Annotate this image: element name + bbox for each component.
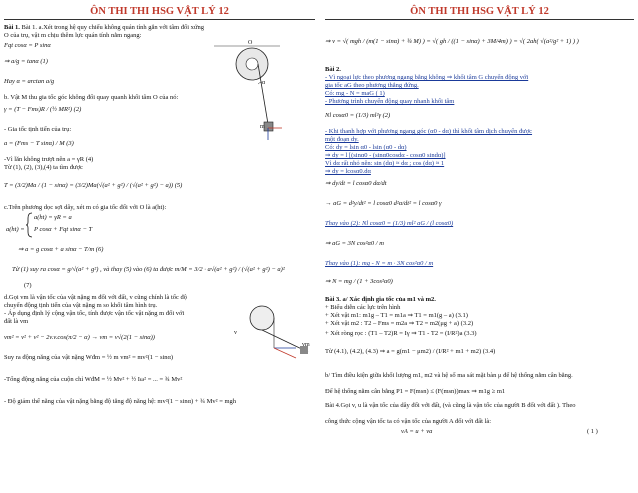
left-line-3: ⇒ a/g = tanα (1)	[4, 58, 48, 65]
right-line-27: Bài 4.Gọi v, u là vận tốc của dây đối với đất, (và cũng là vận tốc của người B đối với đất ). Theo	[325, 402, 576, 409]
right-line-29: vA = u + va	[401, 428, 433, 435]
right-line-26: Để hệ thống nằm cân bằng P1 = F(msn) ≤ (F(msn))max ⇒ m1g ≥ m1	[325, 388, 506, 395]
left-line-10: Từ (1), (2), (3),(4) ta tìm được	[4, 164, 83, 171]
fig1-label-m: m	[260, 124, 265, 130]
right-line-15: Thay vào (2): Nl cosα0 = (1/3) ml² aG / (l cosα0)	[325, 220, 454, 227]
left-line-4: Hay α = arctan a/g	[4, 78, 55, 85]
right-header: ÔN THI THI HSG VẬT LÝ 12	[410, 6, 549, 17]
right-line-8: một đoạn dy.	[325, 136, 359, 143]
right-line-23: + Xét ròng rọc : (T1 – T2)R = Iγ ⇒ T1 - T2 = (I/R²)a (3.3)	[325, 330, 477, 337]
right-line-21: + Xét vật m1: m1g – T1 = m1a ⇒ T1 = m1(g – a) (3.1)	[325, 312, 468, 319]
left-line-2: Fqt cosα = P sinα	[4, 42, 51, 49]
right-line-9: Có: dy = lsin α0 - lsin (α0 - dα)	[325, 144, 407, 151]
right-line-17: Thay vào (1): mg - N = m · 3N cos²α0 / m	[325, 260, 434, 267]
equation-system-brace	[26, 212, 34, 238]
right-line-7: - Khi thanh hợp với phương ngang góc (α0 - dα) thì khối tâm dịch chuyển được	[325, 128, 533, 135]
right-line-19: Bài 3. a/ Xác định gia tốc của m1 và m2.	[325, 296, 436, 303]
fig1-label-alpha: α	[262, 80, 266, 86]
left-line-25: -Tổng động năng của cuộn chỉ WđM = ½ Mv² + ½ Iω² = ... = ¾ Mv²	[4, 376, 183, 383]
fig1-label-o: O	[248, 40, 253, 46]
right-line-28: công thức cộng vận tốc ta có vận tốc của người A đối với đất là:	[325, 418, 492, 425]
right-line-30: ( 1 )	[587, 428, 598, 435]
left-line-24: Suy ra động năng của vật nặng Wđm = ½ m vm² = mv²(1 − sinα)	[4, 354, 174, 361]
right-line-5: - Phương trình chuyển động quay nhanh khối tâm	[325, 98, 455, 105]
left-line-26: - Độ giảm thế năng của vật nặng bằng độ tăng độ năng hệ: mv²(1 − sinα) + ¾ Mv² = mgh	[4, 398, 237, 405]
right-line-10: ⇒ dy = l [(sinα0 - (sinα0cosdα - cosα0 sindα)]	[325, 152, 446, 159]
right-line-11: Vì dα rất nhỏ nên: sin (dα) ≈ dα ; cos (dα) ≈ 1	[325, 160, 445, 167]
left-line-18: (7)	[24, 282, 32, 289]
right-line-13: ⇒ dy/dt = l cosα0 dα/dt	[325, 180, 387, 187]
left-line-8: a = (Fms − T sinα) / M (3)	[4, 140, 74, 147]
right-line-24: Từ (4.1), (4.2), (4.3) ⇒ a = g(m1 − μm2) / (I/R² + m1 + m2) (3.4)	[325, 348, 496, 355]
right-line-3: gia tốc aG theo phương thẳng đứng.	[325, 82, 419, 89]
left-line-17: Từ (1) suy ra cosα = g/√(a² + g²) , và thay (5) vào (6) ta được m/M = 3/2 · a√(a² + g²) / (√(a² + g²) − a)²	[12, 266, 285, 273]
left-line-22: đất là vm	[4, 318, 29, 325]
left-line-19: d.Gọi vm là vận tốc của vật nặng m đối với đất, v cũng chính là tốc độ	[4, 294, 188, 301]
right-column	[321, 0, 638, 493]
right-line-12: ⇒ dy = lcosα0.dα	[325, 168, 371, 175]
right-line-6: Nl cosα0 = (1/3) ml²γ (2)	[325, 112, 391, 119]
right-line-22: + Xét vật m2 : T2 – Fms = m2a ⇒ T2 = m2(μg + a) (3.2)	[325, 320, 474, 327]
right-line-1: Bài 2.	[325, 66, 341, 73]
right-line-0: ⇒ v = √( mgh / (m(1 − sinα) + ¾ M) ) = √( gh / ((1 − sinα) + 3M/4m) ) = √( 2ah( √(a²/g² + 1) ) )	[325, 38, 579, 45]
left-line-23: vm² = v² + v² − 2v.v.cos(π/2 − α) → vm = v√(2(1 − sinα))	[4, 334, 155, 341]
right-line-16: ⇒ aG = 3N cos²α0 / m	[325, 240, 384, 247]
left-line-12: c.Trên phương dọc sợi dây, xét m có gia tốc đối với O là a(ht):	[4, 204, 167, 211]
right-line-4: Có: mg - N = maG ( 1)	[325, 90, 385, 97]
left-line-13: a(ht) = γR = a	[34, 214, 72, 221]
left-line-7: - Gia tốc tịnh tiến của trụ:	[4, 126, 72, 133]
left-line-0-text: Bài 1. a.Xét trong hệ quy chiếu không quán tính gắn với tâm đối xứng	[21, 24, 204, 31]
left-line-16: ⇒ a = g cosα + a sinα − T/m (6)	[18, 246, 104, 253]
left-line-15: a(ht) =	[6, 226, 25, 233]
left-line-11: T = (3/2)Ma / (1 − sinα) = (3/2)Ma(√(a² + g²) / (√(a² + g²) − a)) (5)	[4, 182, 183, 189]
right-line-2: - Vì ngoại lực theo phương ngang bằng không ⇒ khối tâm G chuyển động với	[325, 74, 529, 81]
fig2-label-v: v	[234, 330, 237, 336]
left-line-9: -Vì lăn không trượt nên a = γR (4)	[4, 156, 94, 163]
left-header: ÔN THI THI HSG VẬT LÝ 12	[90, 6, 229, 17]
right-line-14: → aG = d²y/dt² = l cosα0 d²α/dt² = l cosα0 γ	[325, 200, 442, 207]
left-line-6: γ = (T − Fms)R / (½ MR²) (2)	[4, 106, 82, 113]
left-line-14: P cosα + Fqt sinα − T	[34, 226, 93, 233]
left-line-0: Bài 1. Bài 1. a.Xét trong hệ quy chiếu không quán tính gắn với tâm đối xứng	[4, 24, 204, 31]
left-line-1: O của trụ, vật m chịu thêm lực quán tính nằm ngang:	[4, 32, 142, 39]
left-line-20: chuyển động tịnh tiến của vật nặng m so khối tâm hình trụ.	[4, 302, 158, 309]
left-line-5: b. Vật M thu gia tốc góc không đổi quay quanh khối tâm O của nó:	[4, 94, 179, 101]
right-line-20: + Biểu diễn các lực trên hình	[325, 304, 401, 311]
left-header-rule	[4, 19, 315, 20]
right-header-rule	[325, 19, 634, 20]
right-line-18: ⇒ N = mg / (1 + 3cos²α0)	[325, 278, 393, 285]
fig2-label-vm: vm	[302, 342, 310, 348]
left-line-21: - Áp dụng định lý cộng vận tốc, tính được vận tốc vật nặng m đối với	[4, 310, 185, 317]
figure-velocity	[238, 302, 316, 360]
right-line-25: b/ Tìm điều kiện giữa khối lượng m1, m2 và hệ số ma sát mặt bàn μ để hệ thống nằm cân bằng.	[325, 372, 573, 379]
